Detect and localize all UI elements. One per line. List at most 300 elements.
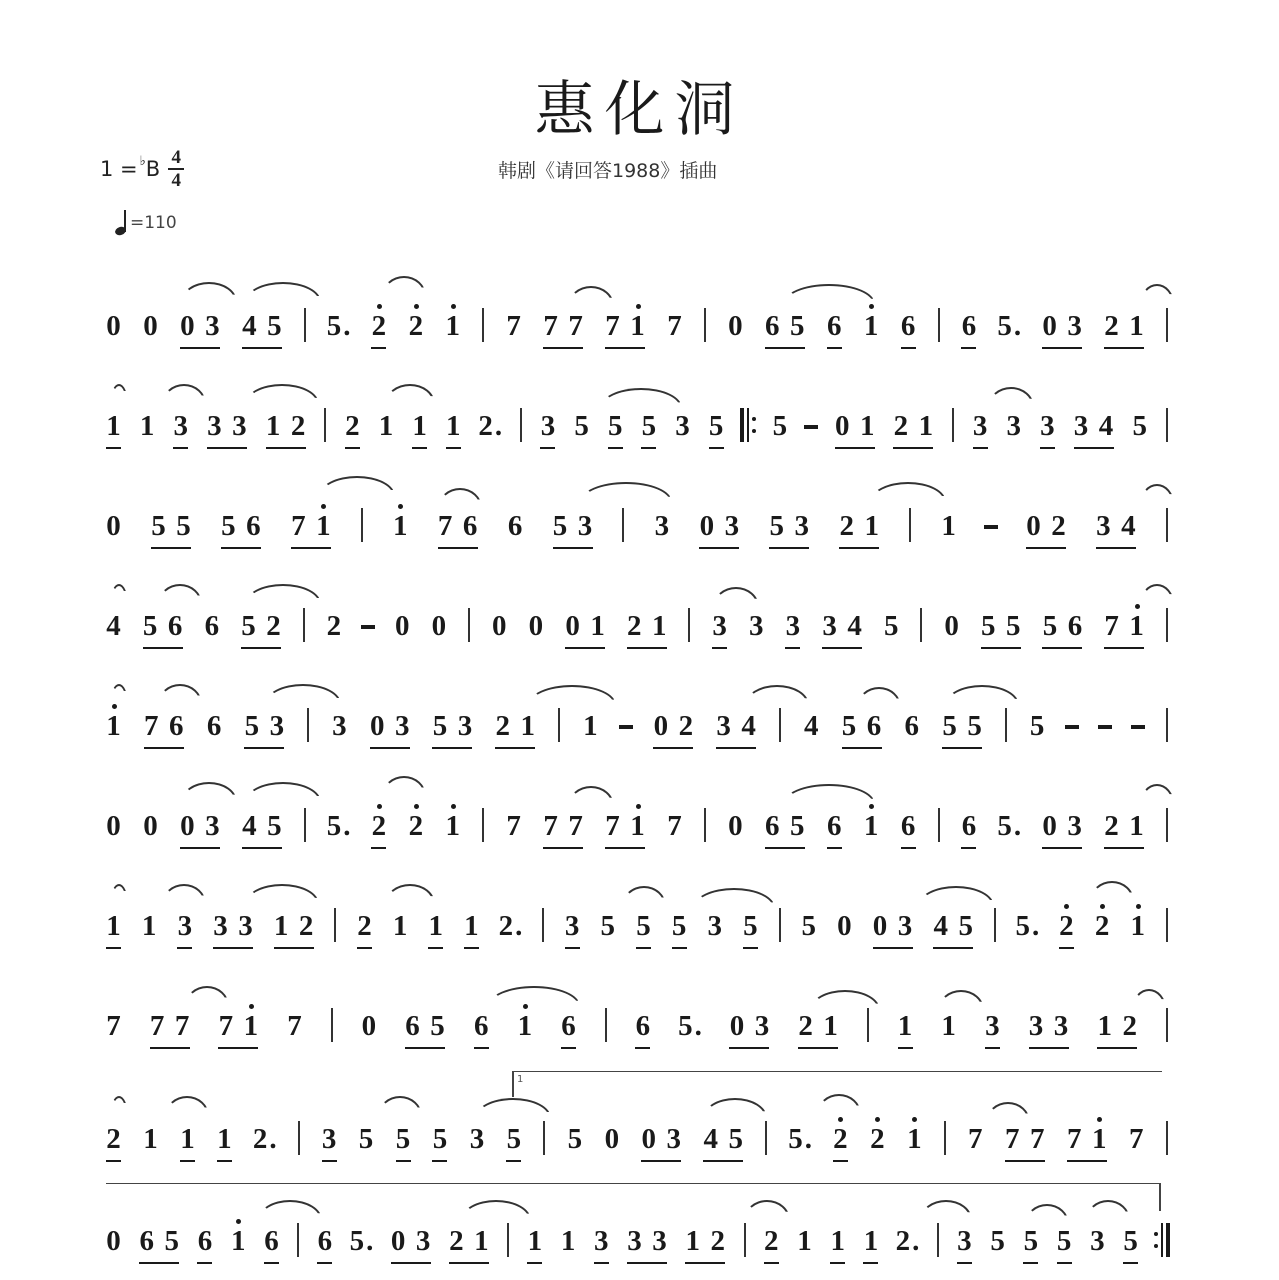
note: 7	[149, 1010, 165, 1042]
note-token	[633, 1010, 652, 1042]
note: 5	[1055, 1225, 1074, 1257]
note-token	[104, 610, 123, 642]
beamed-group	[272, 910, 316, 942]
beamed-group	[178, 810, 222, 842]
note: 1	[443, 310, 462, 342]
note-token	[462, 910, 481, 942]
note: 1	[139, 410, 155, 442]
note-token	[747, 610, 766, 642]
note: 3	[654, 510, 670, 542]
note: 6	[899, 810, 918, 842]
note-token	[762, 1225, 781, 1257]
note: 0	[180, 810, 195, 842]
note: 3	[1067, 310, 1082, 342]
note-token	[504, 810, 523, 842]
barline	[307, 708, 309, 742]
note: 6	[139, 1225, 154, 1257]
barline	[765, 1121, 767, 1155]
note: 7	[568, 310, 583, 342]
note-token	[444, 410, 463, 442]
beamed-group	[639, 1123, 683, 1155]
note-token	[899, 310, 918, 342]
beamed-group	[1027, 1010, 1071, 1042]
note: 5	[358, 1123, 374, 1155]
note: 5	[790, 810, 805, 842]
eighth-underline	[357, 947, 372, 950]
note: 2	[1093, 910, 1112, 942]
time-signature	[168, 148, 184, 190]
note: 5.	[678, 1010, 702, 1042]
note: 1	[590, 610, 605, 642]
note: 3	[1053, 1010, 1069, 1042]
beamed-group	[541, 810, 585, 842]
octave-up-dot	[414, 304, 419, 309]
note-token	[1127, 1123, 1146, 1155]
beamed-group	[1094, 510, 1138, 542]
note-token	[831, 1123, 850, 1155]
note-token	[391, 510, 410, 542]
note: 6	[866, 710, 882, 742]
note: 2	[104, 1123, 123, 1155]
note-token	[406, 310, 425, 342]
note-token	[1055, 1225, 1074, 1257]
barline	[920, 608, 922, 642]
note: 3	[710, 610, 729, 642]
note: 4	[847, 610, 862, 642]
note: 1	[426, 910, 445, 942]
extension-dash	[1131, 725, 1145, 729]
note: 3	[1090, 1225, 1105, 1257]
barline	[543, 1121, 545, 1155]
note: 1	[314, 510, 333, 542]
note-token	[443, 310, 462, 342]
note: 0	[837, 910, 852, 942]
note-token	[1015, 910, 1041, 942]
barline	[1166, 608, 1168, 642]
note: 3	[1006, 410, 1022, 442]
beamed-group	[1095, 1010, 1139, 1042]
note: 0	[565, 610, 580, 642]
note: 0	[1026, 510, 1041, 542]
eighth-underline	[1059, 947, 1074, 950]
barline	[558, 708, 560, 742]
note: 5.	[788, 1123, 812, 1155]
note: 3	[897, 910, 913, 942]
beamed-group	[683, 1225, 727, 1257]
note-token	[665, 810, 684, 842]
note: 3	[563, 910, 582, 942]
note: 2	[798, 1010, 813, 1042]
note-token	[959, 310, 978, 342]
beamed-group	[1102, 610, 1146, 642]
note-token	[229, 1225, 248, 1257]
note: 0	[369, 710, 385, 742]
barline	[1166, 1008, 1168, 1042]
note: 5.	[1015, 910, 1040, 942]
augmentation-dot: .	[366, 1225, 374, 1257]
note: 7	[667, 310, 682, 342]
note: 7	[1005, 1123, 1020, 1155]
note-token	[602, 1123, 621, 1155]
note-token	[175, 910, 194, 942]
note: 0	[361, 1010, 377, 1042]
beamed-group	[840, 710, 884, 742]
eighth-underline	[863, 1262, 878, 1265]
note-token	[324, 610, 343, 642]
note: 3	[320, 1123, 339, 1155]
note: 2	[678, 710, 694, 742]
note: 6	[246, 510, 261, 542]
note: 6	[315, 1225, 334, 1257]
beamed-group	[436, 510, 480, 542]
note: 5	[600, 910, 616, 942]
note-token	[741, 910, 760, 942]
barline	[937, 1223, 939, 1257]
barline	[482, 808, 484, 842]
note-token	[326, 310, 352, 342]
note-token	[971, 410, 990, 442]
song-title: 惠化洞	[534, 75, 745, 145]
note: 4	[1098, 410, 1114, 442]
octave-up-dot	[869, 304, 874, 309]
note-token	[565, 1123, 584, 1155]
note: 5	[741, 910, 760, 942]
note: 2	[1122, 1010, 1137, 1042]
note: 1	[104, 410, 123, 442]
note: 0	[699, 510, 715, 542]
note: 1	[1128, 910, 1147, 942]
note-token	[581, 710, 600, 742]
barline	[297, 1223, 299, 1257]
eighth-underline	[672, 947, 687, 950]
tie-slur-arc	[382, 776, 426, 796]
time-sig-top: 4	[171, 147, 181, 168]
note-token	[634, 910, 653, 942]
note: 1	[462, 910, 481, 942]
note: 5	[707, 410, 726, 442]
note: 3	[205, 310, 220, 342]
barline	[520, 408, 522, 442]
note-token	[726, 310, 745, 342]
barline	[605, 1008, 607, 1042]
beamed-group	[219, 510, 263, 542]
note: 5	[790, 310, 805, 342]
note: 5	[267, 310, 282, 342]
note: 3	[538, 410, 557, 442]
note-token	[355, 910, 374, 942]
note-token	[472, 1010, 491, 1042]
note: 0	[728, 810, 743, 842]
note: 1	[444, 410, 463, 442]
eighth-underline	[540, 447, 555, 450]
note: 2.	[252, 1123, 277, 1155]
beamed-group	[625, 610, 669, 642]
note: 1	[560, 1225, 576, 1257]
eighth-underline	[412, 447, 427, 450]
beamed-group	[178, 310, 222, 342]
note: 5	[176, 510, 191, 542]
note-token	[343, 410, 362, 442]
note: 5	[567, 1123, 583, 1155]
beamed-group	[240, 310, 284, 342]
octave-up-dot	[1100, 904, 1105, 909]
note: 2	[1051, 510, 1066, 542]
note-token	[639, 410, 658, 442]
beamed-group	[796, 1010, 840, 1042]
quarter-note-icon	[114, 210, 128, 236]
note: 1	[104, 710, 123, 742]
barline	[704, 308, 706, 342]
note: 5	[634, 910, 653, 942]
note: 5.	[997, 810, 1022, 842]
note-token	[861, 1225, 880, 1257]
note: 3	[205, 810, 220, 842]
beamed-group	[541, 310, 585, 342]
note-token	[195, 1225, 214, 1257]
barline	[1166, 808, 1168, 842]
note: 7	[968, 1123, 983, 1155]
note: 7	[287, 1010, 302, 1042]
note: 0	[944, 610, 959, 642]
beamed-group	[1102, 810, 1146, 842]
note: 2	[1104, 310, 1119, 342]
note-token	[1004, 410, 1023, 442]
key-note: B	[145, 157, 161, 181]
note: 2.	[478, 410, 503, 442]
beamed-group	[430, 710, 474, 742]
note: 3	[1096, 510, 1111, 542]
note-token	[138, 410, 157, 442]
barline	[909, 508, 911, 542]
note: 1	[410, 410, 429, 442]
barline	[1166, 508, 1168, 542]
note: 3	[269, 710, 285, 742]
beamed-group	[1040, 610, 1084, 642]
note-token	[670, 910, 689, 942]
note: 7	[291, 510, 306, 542]
note: 0	[1042, 310, 1057, 342]
octave-up-dot	[451, 304, 456, 309]
note-token	[606, 410, 625, 442]
augmentation-dot: .	[1013, 810, 1022, 842]
note-token	[315, 1225, 334, 1257]
octave-up-dot	[398, 504, 403, 509]
note-token	[104, 1225, 123, 1257]
note: 7	[437, 510, 453, 542]
note-token	[795, 1225, 814, 1257]
note: 3	[332, 710, 347, 742]
time-sig-bottom: 4	[171, 170, 181, 191]
barline	[1166, 908, 1168, 942]
beamed-group	[1003, 1123, 1047, 1155]
note: 2	[326, 610, 342, 642]
barline	[304, 308, 306, 342]
augmentation-dot: .	[494, 410, 503, 442]
beamed-group	[447, 1225, 491, 1257]
octave-up-dot	[838, 1117, 843, 1122]
note: 3	[238, 910, 253, 942]
note-token	[357, 1123, 376, 1155]
note-token	[410, 410, 429, 442]
note: 1	[823, 1010, 838, 1042]
note-token	[802, 710, 821, 742]
octave-up-dot	[875, 1117, 880, 1122]
note: 4	[933, 910, 948, 942]
note-token	[988, 1225, 1007, 1257]
note: 7	[1104, 610, 1119, 642]
note: 4	[106, 610, 121, 642]
note-token	[559, 1010, 578, 1042]
beamed-group	[727, 1010, 771, 1042]
note-token	[104, 410, 123, 442]
note: 5	[142, 610, 158, 642]
beamed-group	[149, 510, 193, 542]
note-token	[141, 310, 160, 342]
note-token	[710, 610, 729, 642]
note: 1	[905, 1123, 924, 1155]
note-token	[202, 610, 221, 642]
beamed-group	[141, 610, 185, 642]
note: 5	[552, 510, 568, 542]
note: 1	[1129, 810, 1144, 842]
note: 5	[728, 1123, 743, 1155]
beamed-group	[651, 710, 695, 742]
note-token	[320, 1123, 339, 1155]
flat-icon: ♭	[139, 153, 146, 169]
note: 0	[106, 1225, 121, 1257]
note-token	[104, 1123, 123, 1155]
note: 2	[449, 1225, 464, 1257]
note-token	[104, 1010, 123, 1042]
note: 2	[406, 310, 425, 342]
note: 6	[262, 1225, 281, 1257]
barline	[952, 408, 954, 442]
note-token	[983, 1010, 1002, 1042]
note: 3	[1028, 1010, 1044, 1042]
octave-up-dot	[377, 804, 382, 809]
eighth-underline	[961, 347, 976, 350]
beamed-group	[551, 510, 595, 542]
eighth-underline	[1023, 1262, 1038, 1265]
note: 2	[710, 1225, 726, 1257]
note-token	[504, 1123, 523, 1155]
note-token	[652, 510, 671, 542]
beamed-group	[1024, 510, 1068, 542]
note-token	[515, 1010, 534, 1042]
note: 1	[797, 1225, 812, 1257]
eighth-underline	[177, 947, 192, 950]
augmentation-dot: .	[912, 1225, 920, 1257]
extension-dash	[804, 425, 818, 429]
note: 1	[941, 510, 956, 542]
note-token	[665, 310, 684, 342]
barline	[304, 808, 306, 842]
eighth-underline	[371, 847, 386, 850]
note: 6	[507, 510, 523, 542]
note-token	[1130, 410, 1149, 442]
extension-dash	[1098, 725, 1112, 729]
note: 6	[167, 610, 183, 642]
note: 5	[801, 910, 816, 942]
note-token	[835, 910, 854, 942]
note: 2	[1104, 810, 1119, 842]
note: 3	[783, 610, 802, 642]
note-token	[563, 910, 582, 942]
note: 2	[1057, 910, 1076, 942]
note-token	[538, 410, 557, 442]
note: 1	[178, 1123, 197, 1155]
octave-up-dot	[377, 304, 382, 309]
note: 7	[667, 810, 682, 842]
barline	[303, 608, 305, 642]
note: 1	[628, 310, 647, 342]
beamed-group	[871, 910, 915, 942]
beamed-group	[493, 710, 537, 742]
eighth-underline	[1123, 1262, 1138, 1265]
song-subtitle: 韩剧《请回答1988》插曲	[498, 160, 718, 182]
eighth-underline	[901, 847, 916, 850]
note-token	[430, 1123, 449, 1155]
note-token	[572, 410, 591, 442]
note: 7	[506, 810, 521, 842]
beamed-group	[289, 510, 333, 542]
beamed-group	[240, 810, 284, 842]
eighth-underline	[1057, 1262, 1072, 1265]
note: 5	[164, 1225, 179, 1257]
note: 6	[765, 810, 780, 842]
note: 5	[394, 1123, 413, 1155]
barline	[1166, 708, 1168, 742]
barline	[994, 908, 996, 942]
octave-up-dot	[1136, 904, 1141, 909]
note: 6	[169, 710, 184, 742]
note-token	[862, 310, 881, 342]
eighth-underline	[106, 947, 121, 950]
note: 3	[171, 410, 190, 442]
note: 0	[1042, 810, 1057, 842]
barline	[1166, 1121, 1168, 1155]
barline	[1166, 308, 1168, 342]
note-token	[726, 810, 745, 842]
beamed-group	[403, 1010, 447, 1042]
eighth-underline	[180, 1160, 195, 1163]
note-token	[939, 1010, 958, 1042]
eighth-underline	[371, 347, 386, 350]
note: 5	[1006, 610, 1021, 642]
barline	[779, 908, 781, 942]
beamed-group	[767, 510, 811, 542]
note: 3	[577, 510, 593, 542]
note-token	[677, 1010, 703, 1042]
tempo-value: =110	[130, 213, 177, 233]
note: 5	[151, 510, 166, 542]
note: 4	[1121, 510, 1136, 542]
note-token	[326, 810, 352, 842]
note: 1	[392, 910, 408, 942]
eighth-underline	[527, 1262, 542, 1265]
note: 1	[859, 410, 875, 442]
eighth-underline	[264, 1262, 279, 1265]
key-signature	[100, 148, 184, 190]
note: 6	[904, 710, 920, 742]
note: 1	[520, 710, 535, 742]
eighth-underline	[764, 1262, 779, 1265]
note: 2	[298, 910, 314, 942]
note: 5	[1121, 1225, 1140, 1257]
note: 2	[406, 810, 425, 842]
tie-slur-arc	[382, 276, 426, 296]
note-token	[828, 1225, 847, 1257]
